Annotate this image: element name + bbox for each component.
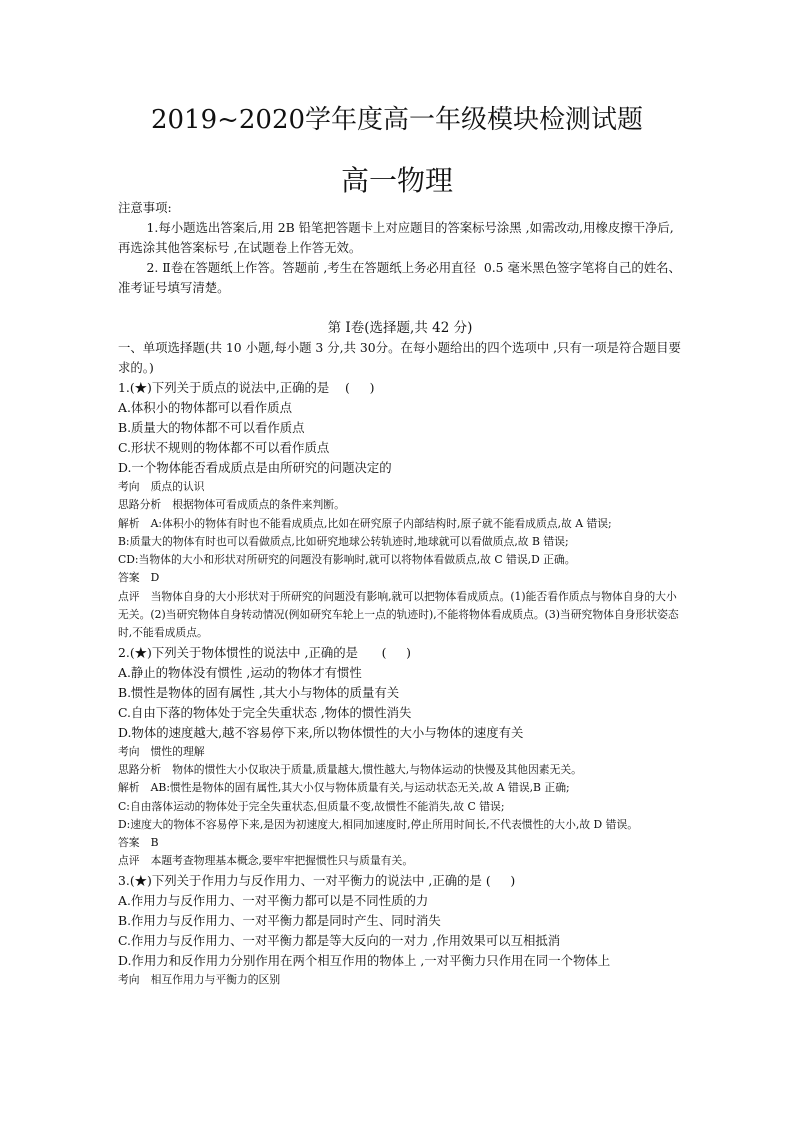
question-stem: 1.(★)下列关于质点的说法中,正确的是 ( ) <box>118 380 375 395</box>
analysis-row <box>118 515 682 533</box>
analysis-row <box>118 478 682 496</box>
analysis-label: 解析 <box>118 516 140 530</box>
question-option: A.作用力与反作用力、一对平衡力都可以是不同性质的力 <box>118 892 429 908</box>
analysis-label: 答案 <box>118 571 140 585</box>
analysis-label: 思路分析 <box>118 498 162 512</box>
analysis-text: 本题考查物理基本概念,要牢牢把握惯性只与质量有关。 <box>150 854 414 868</box>
question-option: B.作用力与反作用力、一对平衡力都是同时产生、同时消失 <box>118 912 441 928</box>
question-list <box>118 378 682 989</box>
analysis-text: B:质量大的物体有时也可以看做质点,比如研究地球公转轨迹时,地球就可以看做质点,故 B 错误; <box>118 534 569 548</box>
analysis-text: 当物体自身的大小形状对于所研究的问题没有影响,就可以把物体看成质点。(1)能否看作质点与物体自身的大小无关。(2)当研究物体自身转动情况(例如研究车轮上一点的轨迹时),不能将物体看成质点。(3)当研究物体自身形状姿态时,不能看成质点。 <box>118 589 679 640</box>
analysis-text: 物体的惯性大小仅取决于质量,质量越大,惯性越大,与物体运动的快慢及其他因素无关。 <box>172 762 582 776</box>
question-option: D.物体的速度越大,越不容易停下来,所以物体惯性的大小与物体的速度有关 <box>118 724 524 740</box>
notes-heading: 注意事项: <box>118 200 172 215</box>
analysis-text: D <box>150 571 160 585</box>
analysis-row <box>118 743 682 761</box>
analysis-text: AB:惯性是物体的固有属性,其大小仅与物体质量有关,与运动状态无关,故 A 错误,B 正确; <box>150 781 570 795</box>
analysis-row <box>118 971 682 989</box>
analysis-label: 考向 <box>118 744 140 758</box>
analysis-row <box>118 496 682 514</box>
analysis-row <box>118 551 682 569</box>
note-item: 1.每小题选出答案后,用 2B 铅笔把答题卡上对应题目的答案标号涂黑 ,如需改动,用橡皮擦干净后,再选涂其他答案标号 ,在试题卷上作答无效。 <box>118 220 674 255</box>
document-title: 2019~2020学年度高一年级模块检测试题 <box>150 105 644 135</box>
analysis-label: 考向 <box>118 972 140 986</box>
question-option: D.一个物体能否看成质点是由所研究的问题决定的 <box>118 460 392 475</box>
analysis-text: A:体积小的物体有时也不能看成质点,比如在研究原子内部结构时,原子就不能看成质点,故 A 错误; <box>150 516 612 530</box>
exam-content <box>118 198 682 989</box>
analysis-label: 考向 <box>118 480 140 493</box>
question-option: C.自由下落的物体处于完全失重状态 ,物体的惯性消失 <box>118 704 412 720</box>
analysis-label: 解析 <box>118 781 140 795</box>
analysis-row <box>118 779 682 797</box>
note-item: 2. Ⅱ卷在答题纸上作答。答题前 ,考生在答题纸上务必用直径 0.5 毫米黑色签字笔将自己的姓名、准考证号填写清楚。 <box>118 260 681 295</box>
analysis-row <box>118 533 682 551</box>
analysis-text: 惯性的理解 <box>150 744 205 758</box>
analysis-text: CD:当物体的大小和形状对所研究的问题没有影响时,就可以将物体看做质点,故 C 错误,D 正确。 <box>118 553 576 567</box>
question <box>118 643 682 871</box>
analysis-label: 答案 <box>118 836 140 850</box>
question-stem: 2.(★)下列关于物体惯性的说法中 ,正确的是 ( ) <box>118 644 412 660</box>
analysis-text: C:自由落体运动的物体处于完全失重状态,但质量不变,故惯性不能消失,故 C 错误; <box>118 799 505 813</box>
analysis-text: 质点的认识 <box>150 480 205 493</box>
question-option: A.体积小的物体都可以看作质点 <box>118 400 292 415</box>
analysis-label: 点评 <box>118 589 140 603</box>
question <box>118 871 682 989</box>
question-stem: 3.(★)下列关于作用力与反作用力、一对平衡力的说法中 ,正确的是 ( ) <box>118 872 516 888</box>
question-option: B.惯性是物体的固有属性 ,其大小与物体的质量有关 <box>118 684 400 700</box>
analysis-label: 思路分析 <box>118 762 162 776</box>
analysis-row <box>118 761 682 779</box>
analysis-text: 相互作用力与平衡力的区别 <box>150 972 281 986</box>
analysis-text: D:速度大的物体不容易停下来,是因为初速度大,相同加速度时,停止所用时间长,不代表惯性的大小,故 D 错误。 <box>118 817 639 831</box>
analysis-row <box>118 816 682 834</box>
analysis-row <box>118 588 682 643</box>
analysis-row <box>118 798 682 816</box>
document-subtitle: 高一物理 <box>340 164 453 197</box>
analysis-text: B <box>150 836 159 850</box>
question-option: C.作用力与反作用力、一对平衡力都是等大反向的一对力 ,作用效果可以互相抵消 <box>118 932 561 948</box>
question <box>118 378 682 643</box>
section-instructions: 一、单项选择题(共 10 小题,每小题 3 分,共 30分。在每小题给出的四个选项中 ,只有一项是符合题目要求的。) <box>118 340 681 375</box>
analysis-row <box>118 834 682 852</box>
question-option: D.作用力和反作用力分别作用在两个相互作用的物体上 ,一对平衡力只作用在同一个物体上 <box>118 952 611 968</box>
section-title: 第 Ⅰ卷(选择题,共 42 分) <box>327 320 473 336</box>
analysis-row <box>118 569 682 587</box>
analysis-row <box>118 852 682 870</box>
question-option: A.静止的物体没有惯性 ,运动的物体才有惯性 <box>118 664 362 680</box>
analysis-label: 点评 <box>118 854 140 868</box>
question-option: B.质量大的物体都不可以看作质点 <box>118 420 305 435</box>
analysis-text: 根据物体可看成质点的条件来判断。 <box>172 498 345 512</box>
notes-block <box>118 198 682 298</box>
question-option: C.形状不规则的物体都不可以看作质点 <box>118 440 330 455</box>
